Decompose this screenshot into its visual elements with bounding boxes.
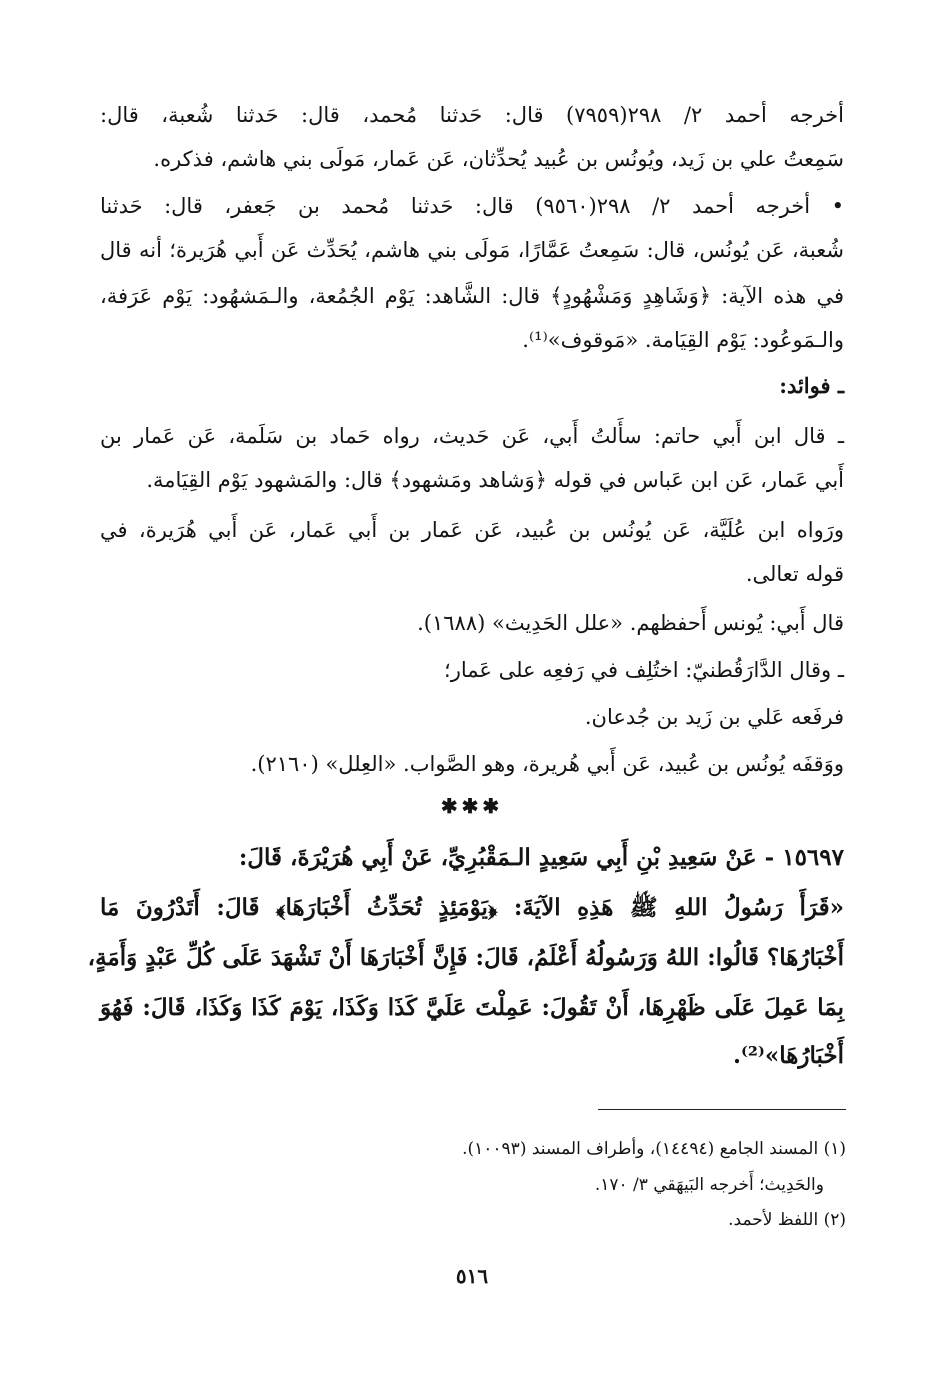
text-line: • أخرجه أحمد ٢/ ٢٩٨(٩٥٦٠) قال: حَدثنا مُحمد بن جَعفر، قال: حَدثنا bbox=[100, 194, 844, 218]
footnote: (١) المسند الجامع (١٤٤٩٤)، وأطراف المسند (١٠٠٩٣). bbox=[462, 1139, 846, 1159]
hadith-line: بِمَا عَمِلَ عَلَى ظَهْرِهَا، أَنْ تَقُولَ: عَمِلْتَ عَلَيَّ كَذَا وَكَذَا، يَوْمَ كَذَا وَكَذَا، قَالَ: فَهُوَ bbox=[100, 994, 844, 1021]
footnote: (٢) اللفظ لأحمد. bbox=[728, 1210, 846, 1230]
hadith-line: أَخْبَارُهَا؟ قَالُوا: اللهُ وَرَسُولُهُ أَعْلَمُ، قَالَ: فَإِنَّ أَخْبَارَهَا أَنْ تَشْهَدَ عَلَى كُلِّ عَبْدٍ وَأَمَةٍ، bbox=[87, 944, 844, 971]
text-line: قال أَبي: يُونس أَحفظهم. «علل الحَدِيث» (١٦٨٨). bbox=[417, 611, 844, 635]
fawaid-heading: ـ فوائد: bbox=[779, 373, 844, 398]
text-line: والـمَوعُود: يَوْم القِيَامة. «مَوقوف»⁽¹⁾. bbox=[522, 328, 844, 352]
text-line: ـ قال ابن أَبي حاتم: سأَلتُ أَبي، عَن حَديث، رواه حَماد بن سَلَمة، عَن عَمار بن bbox=[100, 424, 844, 448]
hadith-heading: ١٥٦٩٧ - عَنْ سَعِيدِ بْنِ أَبِي سَعِيدٍ الـمَقْبُرِيِّ، عَنْ أَبِي هُرَيْرَةَ، قَالَ: bbox=[238, 844, 844, 871]
text-line: ورَواه ابن عُلَيَّة، عَن يُونُس بن عُبيد، عَن عَمار بن أَبي عَمار، عَن أَبي هُرَيرة، في bbox=[100, 518, 844, 542]
text-line: سَمِعتُ علي بن زَيد، ويُونُس بن عُبيد يُحدِّثان، عَن عَمار، مَولَى بني هاشم، فذكره. bbox=[153, 147, 844, 171]
section-separator: ✱✱✱ bbox=[440, 794, 504, 818]
text-line: ووَقفَه يُونُس بن عُبيد، عَن أَبي هُريرة، وهو الصَّواب. «العِلل» (٢١٦٠). bbox=[250, 752, 844, 776]
text-line: شُعبة، عَن يُونُس، قال: سَمِعتُ عَمَّارًا، مَولَى بني هاشم، يُحَدِّث عَن أَبي هُرَيرة؛ أنه قال bbox=[100, 238, 844, 262]
text-line: قوله تعالى. bbox=[745, 562, 844, 586]
page-number: ٥١٦ bbox=[455, 1264, 489, 1288]
text-line: ـ وقال الدَّارَقُطنيّ: اختُلِف في رَفعِه على عَمار؛ bbox=[444, 658, 844, 682]
hadith-line: «قَرَأَ رَسُولُ اللهِ ﷺ هَذِهِ الآيَةَ: ﴿يَوْمَئِذٍ تُحَدِّثُ أَخْبَارَهَا﴾ قَالَ: أَتَدْرُونَ مَا bbox=[100, 894, 844, 921]
text-line: فرفَعه عَلي بن زَيد بن جُدعان. bbox=[584, 705, 844, 729]
footnote-rule bbox=[598, 1109, 846, 1110]
footnote: والحَدِيث؛ أَخرجه البَيهَقي ٣/ ١٧٠. bbox=[594, 1175, 824, 1195]
text-line: في هذه الآية: ﴿وَشَاهِدٍ وَمَشْهُودٍ﴾ قال: الشَّاهد: يَوْم الجُمُعة، والـمَشهُود: يَوْم عَرَفة، bbox=[100, 284, 844, 308]
text-line: أخرجه أحمد ٢/ ٢٩٨(٧٩٥٩) قال: حَدثنا مُحمد، قال: حَدثنا شُعبة، قال: bbox=[100, 103, 844, 127]
text-line: أَبي عَمار، عَن ابن عَباس في قوله ﴿وَشاهد ومَشهود﴾ قال: والمَشهود يَوْم القِيَامة. bbox=[146, 468, 844, 492]
hadith-line: أَخْبَارُهَا»⁽²⁾. bbox=[733, 1042, 844, 1069]
